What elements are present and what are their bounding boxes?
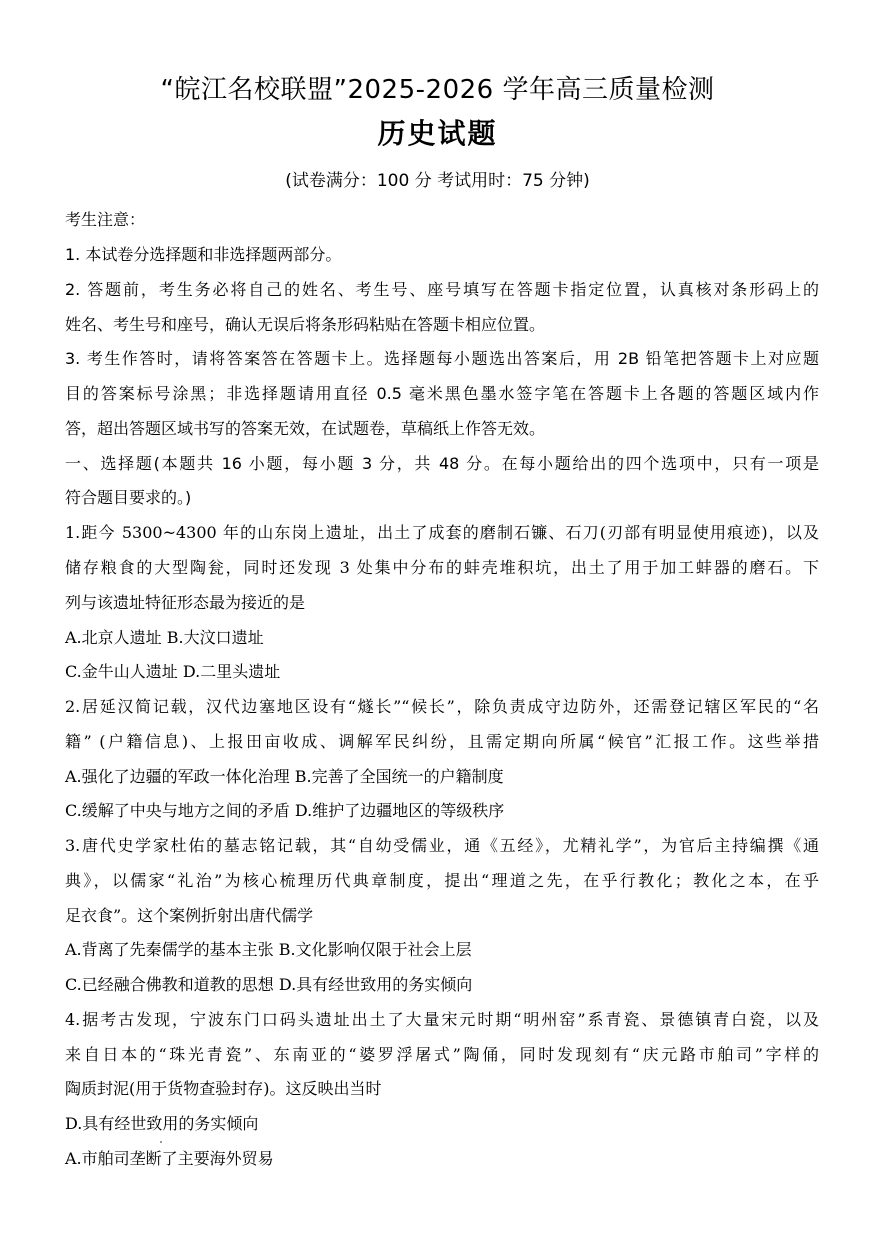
question-3-stem: 足衣食”。这个案例折射出唐代儒学 bbox=[65, 906, 314, 925]
question-3-options: A.背离了先秦儒学的基本主张 B.文化影响仅限于社会上层 bbox=[65, 940, 472, 959]
question-3-stem: 3.唐代史学家杜佑的墓志铭记载，其“自幼受儒业，通《五经》，尤精礼学”，为官后主持编撰《通 bbox=[65, 836, 819, 855]
question-1-options: C.金牛山人遗址 D.二里头遗址 bbox=[65, 662, 281, 681]
question-3-options: C.已经融合佛教和道教的思想 D.具有经世致用的务实倾向 bbox=[65, 975, 473, 994]
question-4-stem: 陶质封泥(用于货物查验封存)。这反映出当时 bbox=[65, 1079, 382, 1098]
notice-line: 1. 本试卷分选择题和非选择题两部分。 bbox=[65, 245, 342, 264]
question-3-stem: 典》，以儒家“礼治”为核心梳理历代典章制度，提出“理道之先，在乎行教化；教化之本，在乎 bbox=[65, 871, 819, 890]
question-2-stem: 籍” (户籍信息)、上报田亩收成、调解军民纠纷，且需定期向所属“候官”汇报工作。这些举措 bbox=[65, 732, 819, 751]
exam-info: (试卷满分：100 分 考试用时：75 分钟) bbox=[285, 171, 590, 191]
question-1-stem: 列与该遗址特征形态最为接近的是 bbox=[65, 593, 306, 612]
question-4-stem: 4.据考古发现，宁波东门口码头遗址出土了大量宋元时期“明州窑”系青瓷、景德镇青白瓷，以及 bbox=[65, 1010, 819, 1029]
question-2-stem: 2.居延汉简记载，汉代边塞地区设有“燧长”“候长”，除负责成守边防外，还需登记辖区军民的“名 bbox=[65, 697, 819, 716]
question-1-stem: 储存粮食的大型陶瓮，同时还发现 3 处集中分布的蚌壳堆积坑，出土了用于加工蚌器的磨石。下 bbox=[65, 558, 819, 577]
notice-line: 姓名、考生号和座号，确认无误后将条形码粘贴在答题卡相应位置。 bbox=[65, 315, 546, 334]
notice-line: 目的答案标号涂黑；非选择题请用直径 0.5 毫米黑色墨水签字笔在答题卡上各题的答题区域内作 bbox=[65, 384, 819, 403]
notice-line: 3. 考生作答时，请将答案答在答题卡上。选择题每小题选出答案后，用 2B 铅笔把答题卡上对应题 bbox=[65, 349, 819, 368]
notice-heading: 考生注意： bbox=[65, 210, 146, 229]
question-4-option: A.市舶司垄断了主要海外贸易 bbox=[65, 1149, 274, 1168]
question-1-options: A.北京人遗址 B.大汶口遗址 bbox=[65, 628, 264, 647]
subject-title: 历史试题 bbox=[377, 117, 498, 150]
section-heading-cont: 符合题目要求的。) bbox=[65, 488, 192, 507]
question-1-stem: 1.距今 5300~4300 年的山东岗上遗址，出土了成套的磨制石镰、石刀(刃部有明显使用痕迹)，以及 bbox=[65, 523, 819, 542]
notice-line: 2. 答题前，考生务必将自己的姓名、考生号、座号填写在答题卡指定位置，认真核对条形码上的 bbox=[65, 280, 819, 299]
section-heading: 一、选择题(本题共 16 小题，每小题 3 分，共 48 分。在每小题给出的四个选项中，只有一项是 bbox=[65, 454, 819, 473]
exam-title: “皖江名校联盟”2025-2026 学年高三质量检测 bbox=[160, 75, 715, 105]
question-4-option: D.具有经世致用的务实倾向 bbox=[65, 1114, 259, 1133]
question-4-stem: 来自日本的“珠光青瓷”、东南亚的“婆罗浮屠式”陶俑，同时发现刻有“庆元路市舶司”字样的 bbox=[65, 1045, 819, 1064]
question-2-options: A.强化了边疆的军政一体化治理 B.完善了全国统一的户籍制度 bbox=[65, 767, 504, 786]
question-2-options: C.缓解了中央与地方之间的矛盾 D.维护了边疆地区的等级秩序 bbox=[65, 801, 505, 820]
notice-line: 答，超出答题区域书写的答案无效，在试题卷，草稿纸上作答无效。 bbox=[65, 419, 546, 438]
stray-dot-mark bbox=[160, 1141, 162, 1143]
